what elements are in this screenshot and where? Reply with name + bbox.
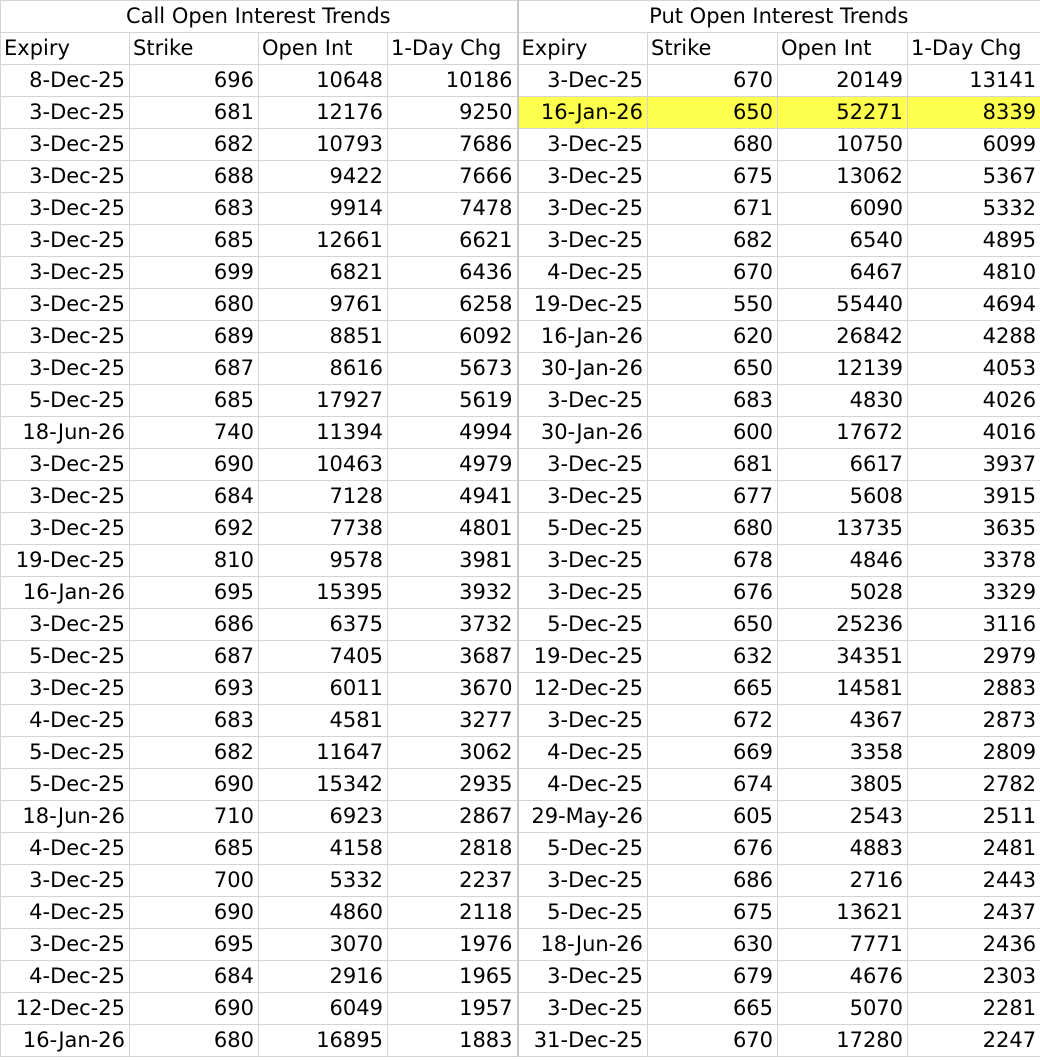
call-open-int-cell[interactable]: 8616 <box>259 353 388 385</box>
call-strike-cell[interactable]: 680 <box>130 289 259 321</box>
call-1day-chg-cell[interactable]: 6621 <box>388 225 518 257</box>
call-open-int-cell[interactable]: 15342 <box>259 769 388 801</box>
call-expiry-cell[interactable]: 3-Dec-25 <box>1 673 130 705</box>
put-1day-chg-cell[interactable]: 2281 <box>908 993 1040 1025</box>
call-1day-chg-cell[interactable]: 6436 <box>388 257 518 289</box>
call-1day-chg-cell[interactable]: 6092 <box>388 321 518 353</box>
put-1day-chg-cell[interactable]: 4026 <box>908 385 1040 417</box>
call-open-int-cell[interactable]: 12661 <box>259 225 388 257</box>
call-strike-cell[interactable]: 689 <box>130 321 259 353</box>
put-1day-chg-cell[interactable]: 3116 <box>908 609 1040 641</box>
put-expiry-cell[interactable]: 30-Jan-26 <box>518 417 648 449</box>
table-row <box>1 737 1040 769</box>
put-open-int-cell[interactable]: 34351 <box>778 641 908 673</box>
put-open-int-cell[interactable]: 6090 <box>778 193 908 225</box>
call-1day-chg-cell[interactable]: 5673 <box>388 353 518 385</box>
table-row <box>1 833 1040 865</box>
call-open-int-cell[interactable]: 4158 <box>259 833 388 865</box>
put-open-int-cell[interactable]: 12139 <box>778 353 908 385</box>
table-row <box>1 993 1040 1025</box>
table-row <box>1 225 1040 257</box>
put-1day-chg-cell[interactable]: 4895 <box>908 225 1040 257</box>
table-row <box>1 97 1040 129</box>
call-1day-chg-cell[interactable]: 1965 <box>388 961 518 993</box>
put-expiry-cell[interactable]: 3-Dec-25 <box>518 193 648 225</box>
put-1day-chg-cell[interactable]: 3378 <box>908 545 1040 577</box>
put-strike-cell[interactable]: 683 <box>648 385 778 417</box>
call-expiry-cell[interactable]: 16-Jan-26 <box>1 577 130 609</box>
call-open-int-cell[interactable]: 3070 <box>259 929 388 961</box>
call-1day-chg-cell[interactable]: 2237 <box>388 865 518 897</box>
call-open-int-cell[interactable]: 10648 <box>259 65 388 97</box>
put-expiry-cell[interactable]: 30-Jan-26 <box>518 353 648 385</box>
call-open-int-cell[interactable]: 2916 <box>259 961 388 993</box>
call-open-int-cell[interactable]: 9761 <box>259 289 388 321</box>
put-1day-chg-cell[interactable]: 2443 <box>908 865 1040 897</box>
put-strike-cell[interactable]: 674 <box>648 769 778 801</box>
call-open-int-cell[interactable]: 4581 <box>259 705 388 737</box>
call-strike-cell[interactable]: 810 <box>130 545 259 577</box>
put-open-int-cell[interactable]: 52271 <box>778 97 908 129</box>
put-open-int-cell[interactable]: 4830 <box>778 385 908 417</box>
put-strike-cell[interactable]: 680 <box>648 513 778 545</box>
call-1day-chg-cell[interactable]: 3981 <box>388 545 518 577</box>
call-open-int-cell[interactable]: 7128 <box>259 481 388 513</box>
put-expiry-cell[interactable]: 16-Jan-26 <box>518 321 648 353</box>
put-open-int-header[interactable]: Open Int <box>778 33 908 65</box>
put-strike-cell[interactable]: 670 <box>648 1025 778 1057</box>
put-expiry-cell[interactable]: 29-May-26 <box>518 801 648 833</box>
call-strike-cell[interactable]: 690 <box>130 897 259 929</box>
call-expiry-cell[interactable]: 3-Dec-25 <box>1 449 130 481</box>
call-expiry-cell[interactable]: 18-Jun-26 <box>1 417 130 449</box>
call-expiry-cell[interactable]: 4-Dec-25 <box>1 833 130 865</box>
call-expiry-cell[interactable]: 5-Dec-25 <box>1 385 130 417</box>
call-expiry-cell[interactable]: 4-Dec-25 <box>1 705 130 737</box>
put-open-int-cell[interactable]: 17280 <box>778 1025 908 1057</box>
table-row <box>1 545 1040 577</box>
call-open-int-cell[interactable]: 6923 <box>259 801 388 833</box>
put-strike-cell[interactable]: 677 <box>648 481 778 513</box>
call-strike-cell[interactable]: 700 <box>130 865 259 897</box>
call-1day-chg-cell[interactable]: 4941 <box>388 481 518 513</box>
put-open-int-cell[interactable]: 20149 <box>778 65 908 97</box>
put-expiry-cell[interactable]: 5-Dec-25 <box>518 833 648 865</box>
put-1day-chg-cell[interactable]: 2247 <box>908 1025 1040 1057</box>
put-open-int-cell[interactable]: 2716 <box>778 865 908 897</box>
put-expiry-cell[interactable]: 3-Dec-25 <box>518 385 648 417</box>
call-expiry-cell[interactable]: 3-Dec-25 <box>1 97 130 129</box>
call-open-int-cell[interactable]: 9578 <box>259 545 388 577</box>
table-row <box>1 449 1040 481</box>
put-strike-cell[interactable]: 672 <box>648 705 778 737</box>
put-expiry-cell[interactable]: 3-Dec-25 <box>518 577 648 609</box>
put-strike-cell[interactable]: 675 <box>648 161 778 193</box>
put-1day-chg-cell[interactable]: 6099 <box>908 129 1040 161</box>
call-expiry-cell[interactable]: 3-Dec-25 <box>1 353 130 385</box>
put-open-int-cell[interactable]: 6617 <box>778 449 908 481</box>
call-expiry-cell[interactable]: 3-Dec-25 <box>1 129 130 161</box>
put-open-int-cell[interactable]: 5608 <box>778 481 908 513</box>
table-row <box>1 321 1040 353</box>
call-expiry-cell[interactable]: 4-Dec-25 <box>1 897 130 929</box>
table-row <box>1 65 1040 97</box>
table-row <box>1 129 1040 161</box>
table-row <box>1 385 1040 417</box>
put-1day-chg-cell[interactable]: 8339 <box>908 97 1040 129</box>
put-strike-cell[interactable]: 682 <box>648 225 778 257</box>
put-1day-chg-cell[interactable]: 3635 <box>908 513 1040 545</box>
put-strike-cell[interactable]: 650 <box>648 609 778 641</box>
table-row <box>1 769 1040 801</box>
table-row <box>1 609 1040 641</box>
put-open-int-cell[interactable]: 6540 <box>778 225 908 257</box>
put-1day-chg-cell[interactable]: 2979 <box>908 641 1040 673</box>
put-expiry-cell[interactable]: 16-Jan-26 <box>518 97 648 129</box>
put-1day-chg-cell[interactable]: 2481 <box>908 833 1040 865</box>
call-open-int-cell[interactable]: 9422 <box>259 161 388 193</box>
put-strike-cell[interactable]: 670 <box>648 65 778 97</box>
call-open-int-cell[interactable]: 6375 <box>259 609 388 641</box>
table-row <box>1 481 1040 513</box>
put-expiry-cell[interactable]: 19-Dec-25 <box>518 641 648 673</box>
call-open-int-cell[interactable]: 4860 <box>259 897 388 929</box>
put-expiry-cell[interactable]: 19-Dec-25 <box>518 289 648 321</box>
put-expiry-cell[interactable]: 3-Dec-25 <box>518 705 648 737</box>
call-open-int-cell[interactable]: 12176 <box>259 97 388 129</box>
put-open-int-cell[interactable]: 25236 <box>778 609 908 641</box>
call-expiry-cell[interactable]: 3-Dec-25 <box>1 929 130 961</box>
call-open-int-header[interactable]: Open Int <box>259 33 388 65</box>
put-expiry-cell[interactable]: 4-Dec-25 <box>518 737 648 769</box>
title-row <box>1 1 1040 33</box>
put-open-int-cell[interactable]: 3358 <box>778 737 908 769</box>
table-row <box>1 417 1040 449</box>
put-1day-chg-cell[interactable]: 4016 <box>908 417 1040 449</box>
put-open-int-cell[interactable]: 55440 <box>778 289 908 321</box>
put-1day-chg-cell[interactable]: 2436 <box>908 929 1040 961</box>
call-expiry-cell[interactable]: 4-Dec-25 <box>1 961 130 993</box>
call-strike-cell[interactable]: 685 <box>130 385 259 417</box>
put-1day-chg-cell[interactable]: 13141 <box>908 65 1040 97</box>
call-strike-cell[interactable]: 688 <box>130 161 259 193</box>
call-expiry-cell[interactable]: 3-Dec-25 <box>1 289 130 321</box>
table-row <box>1 865 1040 897</box>
call-1day-chg-cell[interactable]: 2818 <box>388 833 518 865</box>
put-open-int-cell[interactable]: 5070 <box>778 993 908 1025</box>
put-1day-chg-cell[interactable]: 2809 <box>908 737 1040 769</box>
call-strike-cell[interactable]: 686 <box>130 609 259 641</box>
put-expiry-cell[interactable]: 31-Dec-25 <box>518 1025 648 1057</box>
call-open-int-cell[interactable]: 15395 <box>259 577 388 609</box>
call-1day-chg-cell[interactable]: 3670 <box>388 673 518 705</box>
call-expiry-cell[interactable]: 16-Jan-26 <box>1 1025 130 1057</box>
table-row <box>1 1025 1040 1057</box>
call-strike-cell[interactable]: 695 <box>130 929 259 961</box>
call-1day-chg-cell[interactable]: 1976 <box>388 929 518 961</box>
put-open-int-cell[interactable]: 4846 <box>778 545 908 577</box>
put-open-int-cell[interactable]: 13621 <box>778 897 908 929</box>
table-row <box>1 961 1040 993</box>
call-expiry-cell[interactable]: 19-Dec-25 <box>1 545 130 577</box>
call-strike-cell[interactable]: 696 <box>130 65 259 97</box>
call-1day-chg-cell[interactable]: 4801 <box>388 513 518 545</box>
table-row <box>1 673 1040 705</box>
call-strike-cell[interactable]: 687 <box>130 353 259 385</box>
table-row <box>1 897 1040 929</box>
call-1day-chg-cell[interactable]: 3277 <box>388 705 518 737</box>
put-expiry-cell[interactable]: 18-Jun-26 <box>518 929 648 961</box>
call-1day-chg-cell[interactable]: 10186 <box>388 65 518 97</box>
put-oi-title[interactable]: Put Open Interest Trends <box>518 1 1040 33</box>
table-row <box>1 161 1040 193</box>
call-1day-chg-cell[interactable]: 7666 <box>388 161 518 193</box>
call-strike-cell[interactable]: 683 <box>130 193 259 225</box>
put-strike-cell[interactable]: 669 <box>648 737 778 769</box>
call-expiry-cell[interactable]: 3-Dec-25 <box>1 225 130 257</box>
put-open-int-cell[interactable]: 10750 <box>778 129 908 161</box>
call-open-int-cell[interactable]: 8851 <box>259 321 388 353</box>
call-1day-chg-cell[interactable]: 3062 <box>388 737 518 769</box>
call-1day-chg-cell[interactable]: 7686 <box>388 129 518 161</box>
call-expiry-header[interactable]: Expiry <box>1 33 130 65</box>
put-open-int-cell[interactable]: 2543 <box>778 801 908 833</box>
call-open-int-cell[interactable]: 6821 <box>259 257 388 289</box>
table-row <box>1 801 1040 833</box>
put-strike-cell[interactable]: 678 <box>648 545 778 577</box>
call-strike-cell[interactable]: 680 <box>130 1025 259 1057</box>
call-strike-header[interactable]: Strike <box>130 33 259 65</box>
put-strike-cell[interactable]: 686 <box>648 865 778 897</box>
put-strike-cell[interactable]: 676 <box>648 577 778 609</box>
put-expiry-cell[interactable]: 3-Dec-25 <box>518 161 648 193</box>
put-strike-cell[interactable]: 681 <box>648 449 778 481</box>
call-expiry-cell[interactable]: 3-Dec-25 <box>1 193 130 225</box>
call-strike-cell[interactable]: 685 <box>130 225 259 257</box>
call-1day-chg-cell[interactable]: 2867 <box>388 801 518 833</box>
call-open-int-cell[interactable]: 7405 <box>259 641 388 673</box>
call-1day-chg-cell[interactable]: 9250 <box>388 97 518 129</box>
call-1day-chg-cell[interactable]: 2118 <box>388 897 518 929</box>
put-1day-chg-cell[interactable]: 5367 <box>908 161 1040 193</box>
put-expiry-cell[interactable]: 3-Dec-25 <box>518 961 648 993</box>
call-open-int-cell[interactable]: 11647 <box>259 737 388 769</box>
call-expiry-cell[interactable]: 18-Jun-26 <box>1 801 130 833</box>
call-strike-cell[interactable]: 699 <box>130 257 259 289</box>
call-strike-cell[interactable]: 740 <box>130 417 259 449</box>
call-strike-cell[interactable]: 710 <box>130 801 259 833</box>
put-expiry-cell[interactable]: 4-Dec-25 <box>518 769 648 801</box>
put-strike-cell[interactable]: 550 <box>648 289 778 321</box>
put-strike-cell[interactable]: 630 <box>648 929 778 961</box>
call-open-int-cell[interactable]: 6011 <box>259 673 388 705</box>
table-row <box>1 193 1040 225</box>
call-open-int-cell[interactable]: 10793 <box>259 129 388 161</box>
put-open-int-cell[interactable]: 13735 <box>778 513 908 545</box>
put-1day-chg-cell[interactable]: 2511 <box>908 801 1040 833</box>
put-1day-chg-cell[interactable]: 5332 <box>908 193 1040 225</box>
put-expiry-cell[interactable]: 3-Dec-25 <box>518 481 648 513</box>
put-strike-cell[interactable]: 671 <box>648 193 778 225</box>
put-expiry-cell[interactable]: 4-Dec-25 <box>518 257 648 289</box>
call-open-int-cell[interactable]: 10463 <box>259 449 388 481</box>
call-1day-chg-cell[interactable]: 3932 <box>388 577 518 609</box>
call-strike-cell[interactable]: 693 <box>130 673 259 705</box>
call-open-int-cell[interactable]: 9914 <box>259 193 388 225</box>
call-open-int-cell[interactable]: 16895 <box>259 1025 388 1057</box>
put-1day-chg-cell[interactable]: 2303 <box>908 961 1040 993</box>
call-open-int-cell[interactable]: 11394 <box>259 417 388 449</box>
put-expiry-cell[interactable]: 5-Dec-25 <box>518 897 648 929</box>
put-expiry-cell[interactable]: 3-Dec-25 <box>518 993 648 1025</box>
call-strike-cell[interactable]: 681 <box>130 97 259 129</box>
call-expiry-cell[interactable]: 8-Dec-25 <box>1 65 130 97</box>
put-1day-chg-cell[interactable]: 2873 <box>908 705 1040 737</box>
put-open-int-cell[interactable]: 14581 <box>778 673 908 705</box>
call-expiry-cell[interactable]: 3-Dec-25 <box>1 161 130 193</box>
call-expiry-cell[interactable]: 5-Dec-25 <box>1 769 130 801</box>
put-open-int-cell[interactable]: 7771 <box>778 929 908 961</box>
put-open-int-cell[interactable]: 5028 <box>778 577 908 609</box>
table-row <box>1 705 1040 737</box>
table-row <box>1 353 1040 385</box>
call-expiry-cell[interactable]: 3-Dec-25 <box>1 481 130 513</box>
call-open-int-cell[interactable]: 7738 <box>259 513 388 545</box>
call-expiry-cell[interactable]: 3-Dec-25 <box>1 865 130 897</box>
put-strike-cell[interactable]: 675 <box>648 897 778 929</box>
put-strike-cell[interactable]: 676 <box>648 833 778 865</box>
put-1day-chg-cell[interactable]: 2437 <box>908 897 1040 929</box>
put-1day-chg-cell[interactable]: 3937 <box>908 449 1040 481</box>
put-1day-chg-cell[interactable]: 4810 <box>908 257 1040 289</box>
put-1day-chg-cell[interactable]: 4288 <box>908 321 1040 353</box>
call-1day-chg-cell[interactable]: 4979 <box>388 449 518 481</box>
put-expiry-cell[interactable]: 3-Dec-25 <box>518 545 648 577</box>
call-1day-chg-header[interactable]: 1-Day Chg <box>388 33 518 65</box>
put-open-int-cell[interactable]: 4367 <box>778 705 908 737</box>
call-expiry-cell[interactable]: 12-Dec-25 <box>1 993 130 1025</box>
call-expiry-cell[interactable]: 3-Dec-25 <box>1 257 130 289</box>
call-strike-cell[interactable]: 690 <box>130 449 259 481</box>
put-open-int-cell[interactable]: 3805 <box>778 769 908 801</box>
put-strike-cell[interactable]: 670 <box>648 257 778 289</box>
put-1day-chg-cell[interactable]: 3915 <box>908 481 1040 513</box>
call-1day-chg-cell[interactable]: 1957 <box>388 993 518 1025</box>
put-open-int-cell[interactable]: 4883 <box>778 833 908 865</box>
put-strike-cell[interactable]: 650 <box>648 97 778 129</box>
call-oi-title[interactable]: Call Open Interest Trends <box>1 1 518 33</box>
put-1day-chg-cell[interactable]: 4694 <box>908 289 1040 321</box>
put-open-int-cell[interactable]: 17672 <box>778 417 908 449</box>
call-strike-cell[interactable]: 683 <box>130 705 259 737</box>
put-expiry-cell[interactable]: 5-Dec-25 <box>518 609 648 641</box>
put-expiry-cell[interactable]: 3-Dec-25 <box>518 449 648 481</box>
call-expiry-cell[interactable]: 3-Dec-25 <box>1 513 130 545</box>
put-strike-cell[interactable]: 665 <box>648 993 778 1025</box>
put-strike-cell[interactable]: 632 <box>648 641 778 673</box>
call-strike-cell[interactable]: 687 <box>130 641 259 673</box>
put-1day-chg-cell[interactable]: 3329 <box>908 577 1040 609</box>
put-expiry-cell[interactable]: 3-Dec-25 <box>518 65 648 97</box>
call-strike-cell[interactable]: 685 <box>130 833 259 865</box>
call-strike-cell[interactable]: 692 <box>130 513 259 545</box>
call-expiry-cell[interactable]: 3-Dec-25 <box>1 321 130 353</box>
call-open-int-cell[interactable]: 17927 <box>259 385 388 417</box>
call-1day-chg-cell[interactable]: 5619 <box>388 385 518 417</box>
put-expiry-cell[interactable]: 3-Dec-25 <box>518 865 648 897</box>
call-1day-chg-cell[interactable]: 6258 <box>388 289 518 321</box>
put-strike-cell[interactable]: 600 <box>648 417 778 449</box>
put-expiry-header[interactable]: Expiry <box>518 33 648 65</box>
table-row <box>1 929 1040 961</box>
put-1day-chg-cell[interactable]: 2782 <box>908 769 1040 801</box>
put-strike-cell[interactable]: 650 <box>648 353 778 385</box>
table-row <box>1 289 1040 321</box>
call-1day-chg-cell[interactable]: 4994 <box>388 417 518 449</box>
call-1day-chg-cell[interactable]: 2935 <box>388 769 518 801</box>
put-open-int-cell[interactable]: 26842 <box>778 321 908 353</box>
call-1day-chg-cell[interactable]: 1883 <box>388 1025 518 1057</box>
put-strike-cell[interactable]: 605 <box>648 801 778 833</box>
put-strike-cell[interactable]: 665 <box>648 673 778 705</box>
put-1day-chg-cell[interactable]: 2883 <box>908 673 1040 705</box>
put-expiry-cell[interactable]: 3-Dec-25 <box>518 129 648 161</box>
put-strike-header[interactable]: Strike <box>648 33 778 65</box>
header-row <box>1 33 1040 65</box>
call-open-int-cell[interactable]: 5332 <box>259 865 388 897</box>
put-expiry-cell[interactable]: 5-Dec-25 <box>518 513 648 545</box>
table-row <box>1 513 1040 545</box>
call-expiry-cell[interactable]: 5-Dec-25 <box>1 641 130 673</box>
call-expiry-cell[interactable]: 3-Dec-25 <box>1 609 130 641</box>
call-strike-cell[interactable]: 682 <box>130 737 259 769</box>
call-expiry-cell[interactable]: 5-Dec-25 <box>1 737 130 769</box>
call-strike-cell[interactable]: 690 <box>130 993 259 1025</box>
call-1day-chg-cell[interactable]: 3732 <box>388 609 518 641</box>
call-1day-chg-cell[interactable]: 7478 <box>388 193 518 225</box>
put-open-int-cell[interactable]: 13062 <box>778 161 908 193</box>
put-strike-cell[interactable]: 680 <box>648 129 778 161</box>
call-strike-cell[interactable]: 695 <box>130 577 259 609</box>
put-1day-chg-header[interactable]: 1-Day Chg <box>908 33 1040 65</box>
call-1day-chg-cell[interactable]: 3687 <box>388 641 518 673</box>
put-strike-cell[interactable]: 620 <box>648 321 778 353</box>
table-row <box>1 257 1040 289</box>
put-open-int-cell[interactable]: 6467 <box>778 257 908 289</box>
put-open-int-cell[interactable]: 4676 <box>778 961 908 993</box>
put-expiry-cell[interactable]: 3-Dec-25 <box>518 225 648 257</box>
table-row <box>1 641 1040 673</box>
put-1day-chg-cell[interactable]: 4053 <box>908 353 1040 385</box>
call-strike-cell[interactable]: 684 <box>130 961 259 993</box>
put-strike-cell[interactable]: 679 <box>648 961 778 993</box>
call-open-int-cell[interactable]: 6049 <box>259 993 388 1025</box>
table-row <box>1 577 1040 609</box>
put-expiry-cell[interactable]: 12-Dec-25 <box>518 673 648 705</box>
call-strike-cell[interactable]: 690 <box>130 769 259 801</box>
call-strike-cell[interactable]: 684 <box>130 481 259 513</box>
call-strike-cell[interactable]: 682 <box>130 129 259 161</box>
